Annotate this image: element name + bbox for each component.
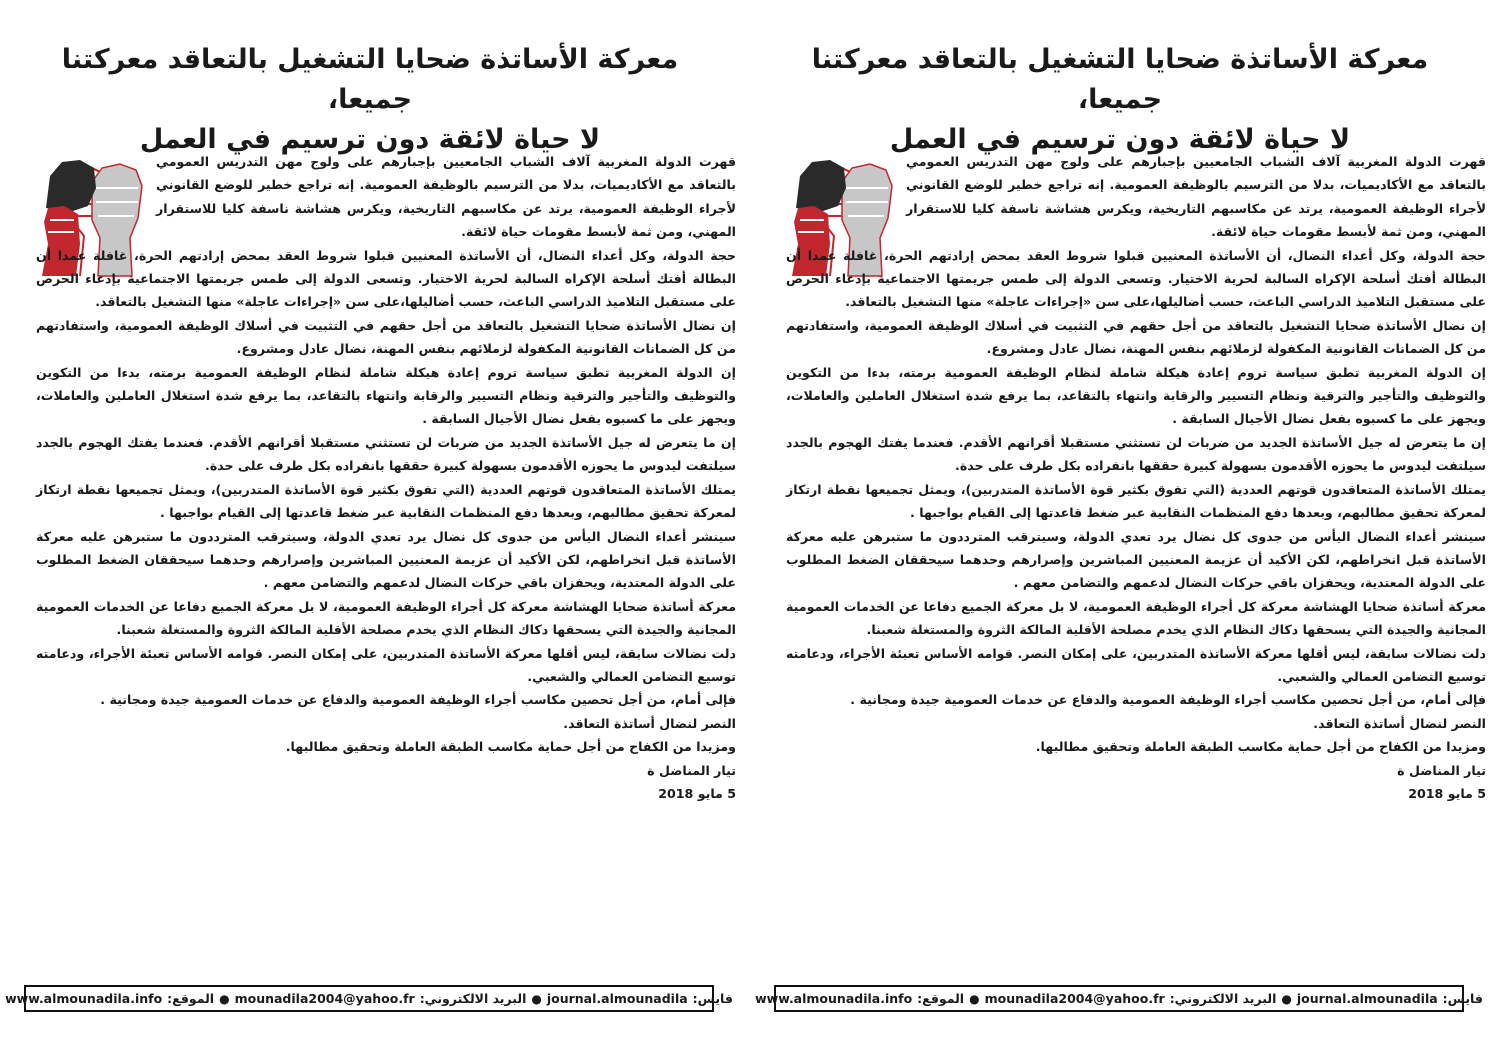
leaflet-left [0, 0, 740, 1058]
signature: تيار المناضل ة [647, 762, 736, 778]
title-line-2: لا حياة لائقة دون ترسيم في العمل [139, 124, 601, 155]
article-paragraph: إن الدولة المغربية تطبق سياسة تروم إعادة هيكلة شاملة لنظام الوظيفة العمومية برمته، بدءا من التكوين والتوظيف والتأجير والترقية ونظام التسيير والرقابة وانتهاء بالتقاعد، بما يرفع شدة استغلال العاملين والعاملات، ويجهز على ما كسبوه بفعل نضال الأجيال السابقة . [786, 364, 1486, 427]
article-paragraph: دلت نضالات سابقة، ليس أقلها معركة الأساتذة المتدربين، على إمكان النصر. قوامه الأساس تعبئة الأجراء، ودعامته توسيع التضامن العمالي والشعبي. [786, 645, 1486, 684]
article-paragraph: قهرت الدولة المغربية آلاف الشباب الجامعيين بإجبارهم على ولوج مهن التدريس العمومي بالتعاقد مع الأكاديميات، بدلا من الترسيم بالوظيفة العمومية. إنه تراجع خطير للوضع القانوني لأجراء الوظيفة العمومية، يرتد عن مكاسبهم التاريخية، ويكرس هشاشة ناسفة كليا للاستقرار المهني، ومن ثمة لأبسط مقومات حياة لائقة. [906, 154, 1486, 240]
article-paragraph: النصر لنضال أساتذة التعاقد. [1313, 715, 1486, 731]
footer-contact-box [5, 985, 733, 1012]
facebook-label: فايس: [1442, 991, 1483, 1006]
date: 5 مايو 2018 [658, 785, 736, 801]
title-line-2: لا حياة لائقة دون ترسيم في العمل [889, 124, 1351, 155]
article-paragraph: سينشر أعداء النضال اليأس من جدوى كل نضال يرد تعدي الدولة، وسيترقب المترددون ما ستبرهن عليه معركة الأساتذة قبل انخراطهم، لكن الأكيد أن عزيمة المعنيين المباشرين وإصرارهم وحدهما سيحققان الضغط المطلوب على الدولة المعتدية، ويحفزان باقي حركات النضال لدعمهم والتضامن معهم . [786, 528, 1486, 591]
leaflet-title [20, 40, 720, 160]
article-paragraph: يمتلك الأساتذة المتعاقدون قوتهم العددية (التي تفوق بكثير قوة الأساتذة المتدربين)، ويمثل تجميعها نقطة ارتكاز لمعركة تحقيق مطالبهم، وبعدها دفع المنظمات النقابية عبر ضغط قاعدتها إلى القيام بواجبها . [786, 481, 1486, 521]
separator-dot: ● [219, 991, 230, 1006]
site-link[interactable]: www.almounadila.info [5, 991, 163, 1006]
separator-dot: ● [531, 991, 542, 1006]
article-paragraph: حجة الدولة، وكل أعداء النضال، أن الأساتذة المعنيين قبلوا شروط العقد بمحض إرادتهم الحرة، غافلة عمدا أن البطالة أفتك أسلحة الإكراه السالبة لحرية الاختيار. وتسعى الدولة إلى طمس جريمتها الاجتماعية بإدعاء الحرص على مستقبل التلاميذ الدراسي الباعث، حسب أضاليلها،على سن «إجراءات عاجلة» منها التشغيل بالتعاقد. [36, 247, 736, 310]
article-paragraph: إن نضال الأساتذة ضحايا التشغيل بالتعاقد من أجل حقهم في التثبيت في أسلاك الوظيفة العمومية، واستفادتهم من كل الضمانات القانونية المكفولة لزملائهم بنفس المهنة، نضال عادل ومشروع. [786, 317, 1486, 357]
facebook-link[interactable]: journal.almounadila [1296, 991, 1438, 1006]
separator-dot: ● [1281, 991, 1292, 1006]
closing-line: ومزيدا من الكفاح من أجل حماية مكاسب الطبقة العاملة وتحقيق مطالبها. [1035, 739, 1486, 755]
article-paragraph: إن ما يتعرض له جيل الأساتذة الجديد من ضربات لن تستثني مستقبلا أقرانهم الأقدم. فعندما يفتك الهجوم بالجدد سيلتفت ليدوس ما يحوزه الأقدمون بسهولة كبيرة حققها بانفراده بكل طرف على حدة. [36, 434, 736, 474]
title-line-1: معركة الأساتذة ضحايا التشغيل بالتعاقد معركتنا جميعا، [61, 44, 679, 115]
footer-contact-box [755, 985, 1483, 1012]
site-link[interactable]: www.almounadila.info [755, 991, 913, 1006]
separator-dot: ● [969, 991, 980, 1006]
article-paragraph: حجة الدولة، وكل أعداء النضال، أن الأساتذة المعنيين قبلوا شروط العقد بمحض إرادتهم الحرة، غافلة عمدا أن البطالة أفتك أسلحة الإكراه السالبة لحرية الاختيار. وتسعى الدولة إلى طمس جريمتها الاجتماعية بإدعاء الحرص على مستقبل التلاميذ الدراسي الباعث، حسب أضاليلها،على سن «إجراءات عاجلة» منها التشغيل بالتعاقد. [786, 247, 1486, 310]
title-line-1: معركة الأساتذة ضحايا التشغيل بالتعاقد معركتنا جميعا، [811, 44, 1429, 115]
article-paragraph: دلت نضالات سابقة، ليس أقلها معركة الأساتذة المتدربين، على إمكان النصر. قوامه الأساس تعبئة الأجراء، ودعامته توسيع التضامن العمالي والشعبي. [36, 645, 736, 684]
article-paragraph: سينشر أعداء النضال اليأس من جدوى كل نضال يرد تعدي الدولة، وسيترقب المترددون ما ستبرهن عليه معركة الأساتذة قبل انخراطهم، لكن الأكيد أن عزيمة المعنيين المباشرين وإصرارهم وحدهما سيحققان الضغط المطلوب على الدولة المعتدية، ويحفزان باقي حركات النضال لدعمهم والتضامن معهم . [36, 528, 736, 591]
article-paragraph: معركة أساتذة ضحايا الهشاشة معركة كل أجراء الوظيفة العمومية، لا بل معركة الجميع دفاعا عن الخدمات العمومية المجانية والجيدة التي يسحقها دكاك النظام الذي يخدم مصلحة الأقلية المالكة الثروة والمستغلة شعبنا. [36, 598, 736, 638]
article-paragraph: إن ما يتعرض له جيل الأساتذة الجديد من ضربات لن تستثني مستقبلا أقرانهم الأقدم. فعندما يفتك الهجوم بالجدد سيلتفت ليدوس ما يحوزه الأقدمون بسهولة كبيرة حققها بانفراده بكل طرف على حدة. [786, 434, 1486, 474]
article-paragraph: إن نضال الأساتذة ضحايا التشغيل بالتعاقد من أجل حقهم في التثبيت في أسلاك الوظيفة العمومية، واستفادتهم من كل الضمانات القانونية المكفولة لزملائهم بنفس المهنة، نضال عادل ومشروع. [36, 317, 736, 357]
leaflet-title [770, 40, 1470, 160]
facebook-link[interactable]: journal.almounadila [546, 991, 688, 1006]
article-body [786, 150, 1486, 805]
email-label: البريد الالكتروني: [1169, 991, 1277, 1006]
site-label: الموقع: [167, 991, 215, 1006]
date: 5 مايو 2018 [1408, 785, 1486, 801]
article-paragraph: معركة أساتذة ضحايا الهشاشة معركة كل أجراء الوظيفة العمومية، لا بل معركة الجميع دفاعا عن الخدمات العمومية المجانية والجيدة التي يسحقها دكاك النظام الذي يخدم مصلحة الأقلية المالكة الثروة والمستغلة شعبنا. [786, 598, 1486, 638]
email-link[interactable]: mounadila2004@yahoo.fr [984, 991, 1165, 1006]
facebook-label: فايس: [692, 991, 733, 1006]
site-label: الموقع: [917, 991, 965, 1006]
article-body [36, 150, 736, 805]
article-paragraph: فإلى أمام، من أجل تحصين مكاسب أجراء الوظيفة العمومية والدفاع عن خدمات العمومية جيدة ومجانية . [100, 692, 736, 708]
article-paragraph: النصر لنضال أساتذة التعاقد. [563, 715, 736, 731]
leaflet-right [750, 0, 1490, 1058]
article-paragraph: يمتلك الأساتذة المتعاقدون قوتهم العددية (التي تفوق بكثير قوة الأساتذة المتدربين)، ويمثل تجميعها نقطة ارتكاز لمعركة تحقيق مطالبهم، وبعدها دفع المنظمات النقابية عبر ضغط قاعدتها إلى القيام بواجبها . [36, 481, 736, 521]
article-paragraph: قهرت الدولة المغربية آلاف الشباب الجامعيين بإجبارهم على ولوج مهن التدريس العمومي بالتعاقد مع الأكاديميات، بدلا من الترسيم بالوظيفة العمومية. إنه تراجع خطير للوضع القانوني لأجراء الوظيفة العمومية، يرتد عن مكاسبهم التاريخية، ويكرس هشاشة ناسفة كليا للاستقرار المهني، ومن ثمة لأبسط مقومات حياة لائقة. [156, 154, 736, 240]
email-label: البريد الالكتروني: [419, 991, 527, 1006]
article-paragraph: فإلى أمام، من أجل تحصين مكاسب أجراء الوظيفة العمومية والدفاع عن خدمات العمومية جيدة ومجانية . [850, 692, 1486, 708]
article-paragraph: إن الدولة المغربية تطبق سياسة تروم إعادة هيكلة شاملة لنظام الوظيفة العمومية برمته، بدءا من التكوين والتوظيف والتأجير والترقية ونظام التسيير والرقابة وانتهاء بالتقاعد، بما يرفع شدة استغلال العاملين والعاملات، ويجهز على ما كسبوه بفعل نضال الأجيال السابقة . [36, 364, 736, 427]
email-link[interactable]: mounadila2004@yahoo.fr [234, 991, 415, 1006]
signature: تيار المناضل ة [1397, 762, 1486, 778]
closing-line: ومزيدا من الكفاح من أجل حماية مكاسب الطبقة العاملة وتحقيق مطالبها. [285, 739, 736, 755]
